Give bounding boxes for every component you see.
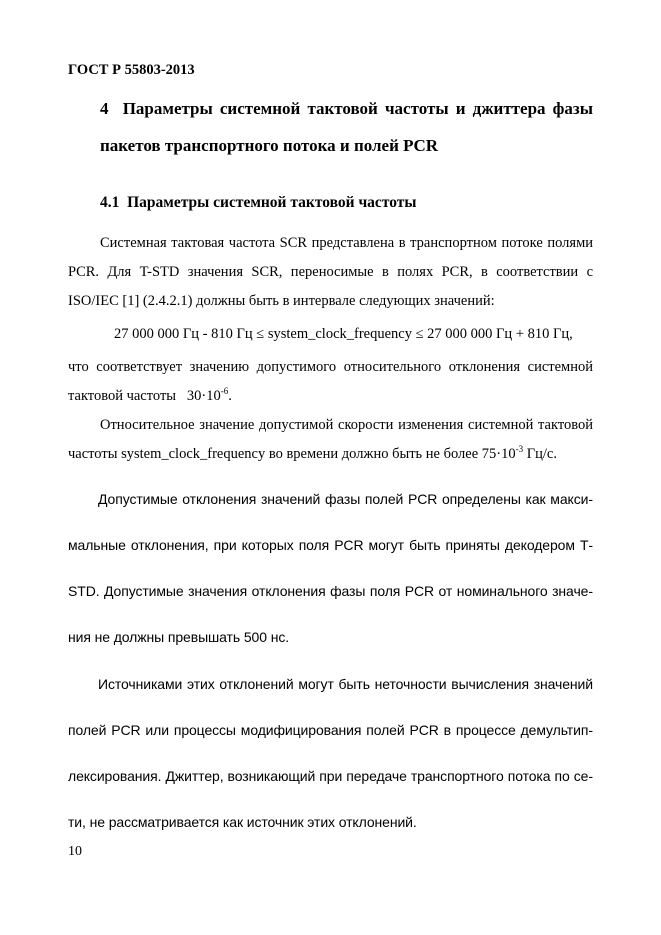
exponent-superscript: -6 [220, 386, 229, 397]
paragraph-rate-of-change [68, 411, 593, 469]
section-4-heading-line1: 4 Параметры системной тактовой частоты и джиттера фазы [100, 99, 593, 118]
section-4-heading-line2: пакетов транспортного потока и полей PCR [100, 136, 439, 155]
paragraph-jitter-sources: Источниками этих отклонений могут быть неточности вычисления значений полей PCR или процессы модифицирования полей PCR в процессе демультиплексирования. Джиттер, возникающий при передаче транспортного потока по сети, не рассматривается как источник этих отклонений. [68, 676, 593, 830]
subsection-4-1-heading: 4.1 Параметры системной тактовой частоты [100, 194, 417, 211]
paragraph-deviation-text: что соответствует значению допустимого относительного отклонения системной тактовой частоты 30·10 [68, 359, 593, 404]
paragraph-deviation-tail: . [228, 388, 232, 404]
paragraph-system-clock: Системная тактовая частота SCR представлена в транспортном потоке полями PCR. Для T-STD значения SCR, переносимые в полях PCR, в соответствии с ISO/IEC [1] (2.4.2.1) должны быть в интервале следующих значений: [68, 235, 593, 309]
page-number: 10 [68, 844, 82, 859]
section-4-heading [100, 90, 593, 164]
paragraph-phase-deviation: Допустимые отклонения значений фазы полей PCR определены как максимальные отклонения, при которых поля PCR могут быть приняты декодером Т-STD. Допустимые значения отклонения фазы поля PCR от номинального значения не должны превышать 500 нс. [68, 491, 593, 645]
paragraph-rate-tail: Гц/с. [523, 446, 557, 462]
exponent-superscript: -3 [515, 444, 524, 455]
paragraph-deviation [68, 353, 593, 411]
paragraph-rate-text: Относительное значение допустимой скорости изменения системной тактовой частоты system_clock_frequency во времени должно быть не более 75·10 [68, 417, 593, 462]
document-code: ГОСТ Р 55803-2013 [68, 62, 195, 78]
formula-system-clock-frequency: 27 000 000 Гц - 810 Гц ≤ system_clock_frequency ≤ 27 000 000 Гц + 810 Гц, [114, 326, 573, 342]
